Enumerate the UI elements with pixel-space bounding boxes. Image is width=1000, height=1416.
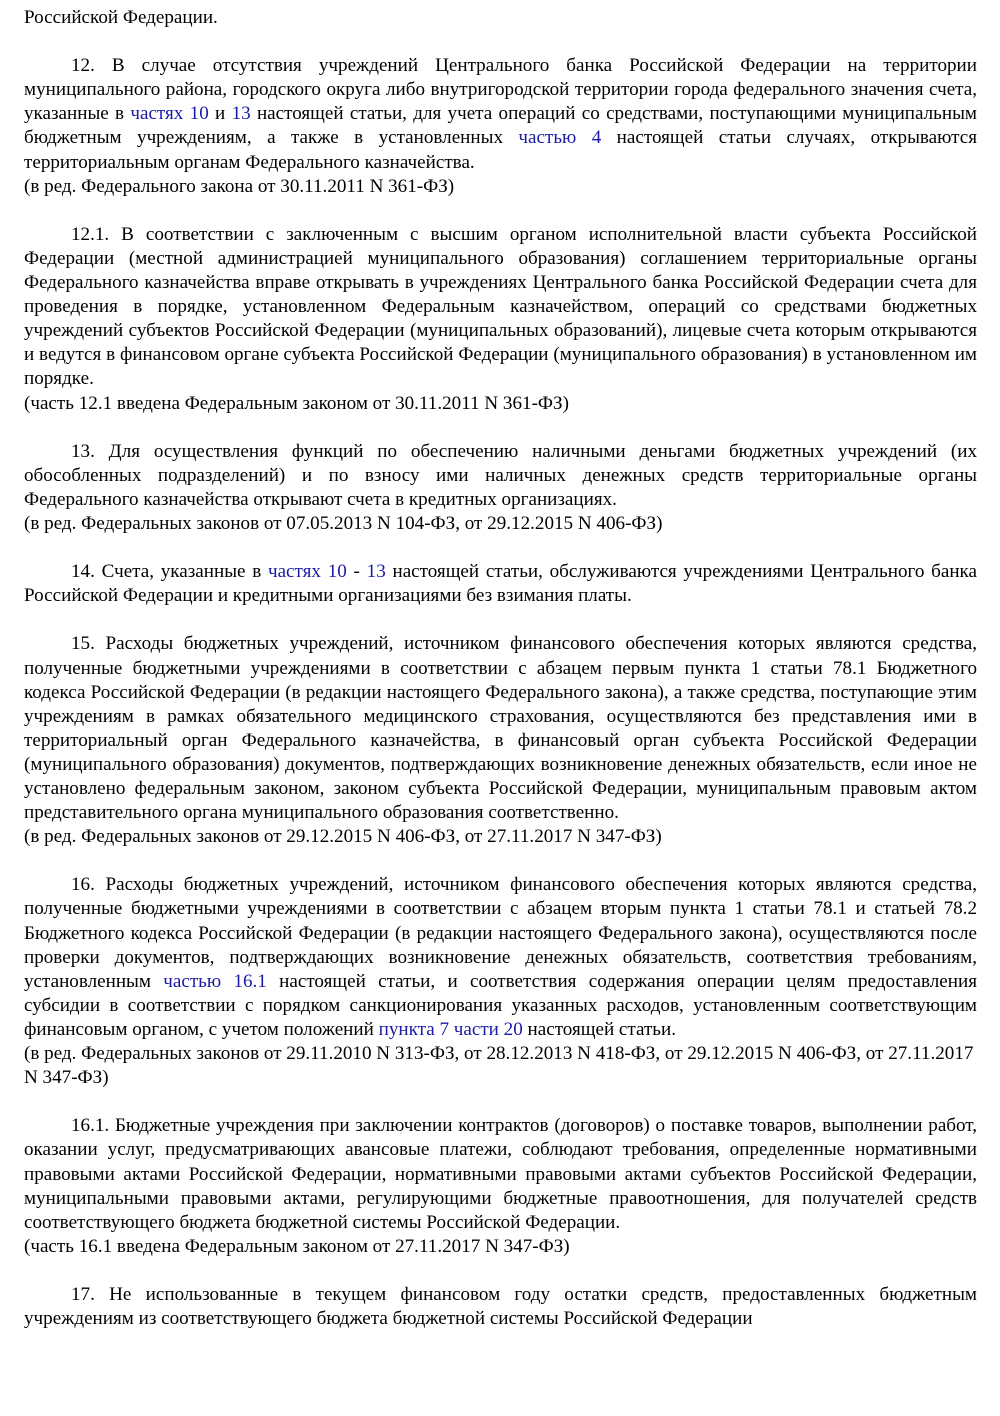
- text: и: [208, 103, 232, 125]
- spacer: [24, 536, 977, 560]
- link-part-16-1[interactable]: частью 16.1: [163, 970, 267, 992]
- paragraph-17: 17. Не использованные в текущем финансовом году остатки средств, предоставленных бюджетным учреждениям из соответствующего бюджета бюджетной системы Российской Федерации: [24, 1283, 977, 1330]
- amendment-note-16-1: (часть 16.1 введена Федеральным законом от 27.11.2017 N 347-ФЗ): [24, 1235, 570, 1257]
- paragraph-13: 13. Для осуществления функций по обеспечению наличными деньгами бюджетных учреждений (их обособленных подразделений) и по взносу ими наличных денежных средств территориальные органы Федерального казначейства открывают счета в кредитных организациях.: [24, 440, 977, 510]
- text: 12. В случае отсутствия учреждений Центрального банка Российской Федерации на территории муниципального района, городского округа либо внутригородской территории города федерального значения счета, указанные в: [24, 55, 977, 125]
- spacer: [24, 849, 977, 873]
- text: 14. Счета, указанные в: [71, 561, 268, 583]
- paragraph-continuation: Российской Федерации.: [24, 7, 218, 28]
- spacer: [24, 416, 977, 440]
- spacer: [24, 30, 977, 54]
- link-item-7-part-20[interactable]: пункта 7 части 20: [378, 1018, 523, 1040]
- spacer: [24, 1090, 977, 1114]
- amendment-note-12: (в ред. Федерального закона от 30.11.2011 N 361-ФЗ): [24, 175, 455, 197]
- link-parts-10[interactable]: частях 10: [130, 103, 209, 125]
- paragraph-12: [24, 54, 977, 174]
- text: настоящей статьи случаях, открываются территориальным органам Федерального казначейства.: [24, 127, 977, 173]
- text: -: [346, 561, 367, 583]
- link-part-4[interactable]: частью 4: [518, 127, 602, 149]
- amendment-note-16: (в ред. Федеральных законов от 29.11.2010 N 313-ФЗ, от 28.12.2013 N 418-ФЗ, от 29.12.2015 N 406-ФЗ, от 27.11.2017 N 347-ФЗ): [24, 1043, 974, 1089]
- paragraph-16: [24, 873, 977, 1042]
- document-page: [24, 6, 977, 1331]
- text: настоящей статьи, для учета операций со средствами, поступающими муниципальным бюджетным учреждениям, а также в установленных: [24, 103, 978, 149]
- text: 16. Расходы бюджетных учреждений, источником финансового обеспечения которых являются средства, полученные бюджетными учреждениями в соответствии с абзацем вторым пункта 1 статьи 78.1 и статьей 78.2 Бюджетного кодекса Российской Федерации (в редакции настоящего Федерального закона), осуществляются после проверки документов, подтверждающих возникновение денежных обязательств, соответствия требованиям, установленным: [24, 874, 977, 992]
- paragraph-14: [24, 560, 977, 608]
- amendment-note-15: (в ред. Федеральных законов от 29.12.2015 N 406-ФЗ, от 27.11.2017 N 347-ФЗ): [24, 826, 662, 848]
- spacer: [24, 199, 977, 223]
- amendment-note-12-1: (часть 12.1 введена Федеральным законом от 30.11.2011 N 361-ФЗ): [24, 392, 569, 414]
- paragraph-16-1: 16.1. Бюджетные учреждения при заключении контрактов (договоров) о поставке товаров, выполнении работ, оказании услуг, предусматривающих авансовые платежи, соблюдают требования, определенные нормативными правовыми актами Российской Федерации, нормативными правовыми актами субъектов Российской Федерации, муниципальными правовыми актами, регулирующими бюджетные правоотношения, для получателей средств соответствующего бюджета бюджетной системы Российской Федерации.: [24, 1115, 977, 1233]
- text: настоящей статьи.: [522, 1018, 677, 1040]
- link-parts-10[interactable]: частях 10: [267, 561, 347, 583]
- amendment-note-13: (в ред. Федеральных законов от 07.05.2013 N 104-ФЗ, от 29.12.2015 N 406-ФЗ): [24, 512, 663, 534]
- spacer: [24, 1259, 977, 1283]
- link-part-13[interactable]: 13: [366, 561, 386, 583]
- text: настоящей статьи, и соответствия содержания операции целям предоставления субсидии в соответствии с порядком санкционирования указанных расходов, установленным соответствующим финансовым органом, с учетом положений: [24, 970, 977, 1040]
- spacer: [24, 608, 977, 632]
- text: настоящей статьи, обслуживаются учреждениями Центрального банка Российской Федерации и кредитными организациями без взимания платы.: [24, 561, 977, 607]
- paragraph-15: 15. Расходы бюджетных учреждений, источником финансового обеспечения которых являются средства, полученные бюджетными учреждениями в соответствии с абзацем первым пункта 1 статьи 78.1 Бюджетного кодекса Российской Федерации (в редакции настоящего Федерального закона), а также средства, поступающие этим учреждениям в рамках обязательного медицинского страхования, осуществляются без представления ими в территориальный орган Федерального казначейства, в финансовый орган субъекта Российской Федерации (муниципального образования) документов, подтверждающих возникновение денежных обязательств, если иное не установлено федеральным законом, законом субъекта Российской Федерации, муниципальным правовым актом представительного органа муниципального образования соответственно.: [24, 633, 977, 824]
- link-part-13[interactable]: 13: [231, 103, 251, 125]
- paragraph-12-1: 12.1. В соответствии с заключенным с высшим органом исполнительной власти субъекта Российской Федерации (местной администрацией муниципального образования) соглашением территориальные органы Федерального казначейства вправе открывать в учреждениях Центрального банка Российской Федерации счета для проведения в порядке, установленном Федеральным казначейством, операций со средствами бюджетных учреждений субъектов Российской Федерации (муниципальных образований), лицевые счета которым открываются и ведутся в финансовом органе субъекта Российской Федерации (муниципального образования) в установленном им порядке.: [24, 223, 977, 390]
